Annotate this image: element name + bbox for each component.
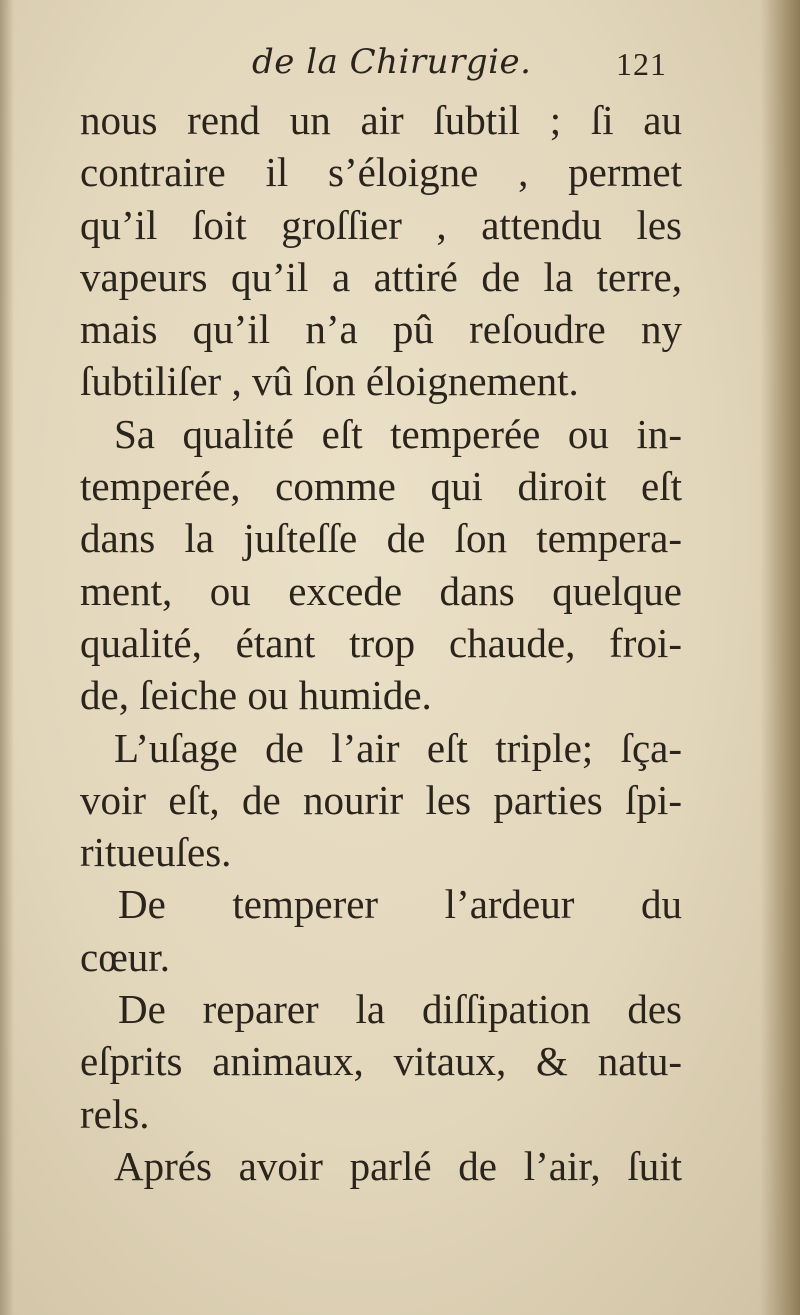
paragraph-start-line: Aprés avoir parlé de l’air, ſuit (114, 1142, 682, 1189)
running-head (0, 42, 800, 92)
text-line: eſprits animaux, vitaux, & natu- (80, 1038, 682, 1085)
text-line: qualité, étant trop chaude, froi- (80, 619, 682, 666)
text-line: ment, ou excede dans quelque (80, 567, 682, 614)
text-line: nous rend un air ſubtil ; ſi au (80, 97, 682, 143)
text-line: mais qu’il n’a pû reſoudre ny (80, 306, 682, 353)
page-edge (760, 0, 800, 1315)
page-number: 121 (616, 46, 667, 82)
text-line: dans la juſteſſe de ſon tempera- (80, 515, 682, 562)
text-line: ritueuſes. (80, 829, 232, 876)
paragraph-start-line: L’uſage de l’air eſt triple; ſça- (114, 724, 682, 771)
text-line: voir eſt, de nourir les parties ſpi- (80, 776, 682, 823)
text-line: contraire il s’éloigne , permet (80, 149, 682, 196)
text-line: qu’il ſoit groſſier , attendu les (80, 201, 682, 248)
gutter-shadow (0, 0, 14, 1315)
text-line: temperée, comme qui diroit eſt (80, 463, 682, 510)
body-text (80, 94, 682, 1192)
paragraph-start-line: De temperer l’ardeur du (118, 881, 682, 928)
text-line: ſubtiliſer , vû ſon éloignement. (80, 358, 579, 405)
text-line: cœur. (80, 933, 170, 980)
running-title: de la Chirurgie. (252, 42, 532, 82)
paragraph-start-line: Sa qualité eſt temperée ou in- (114, 410, 682, 457)
paragraph-start-line: De reparer la diſſipation des (118, 986, 682, 1033)
text-line: vapeurs qu’il a attiré de la terre, (80, 253, 682, 300)
text-line: rels. (80, 1090, 150, 1137)
text-line: de, ſeiche ou humide. (80, 672, 432, 719)
